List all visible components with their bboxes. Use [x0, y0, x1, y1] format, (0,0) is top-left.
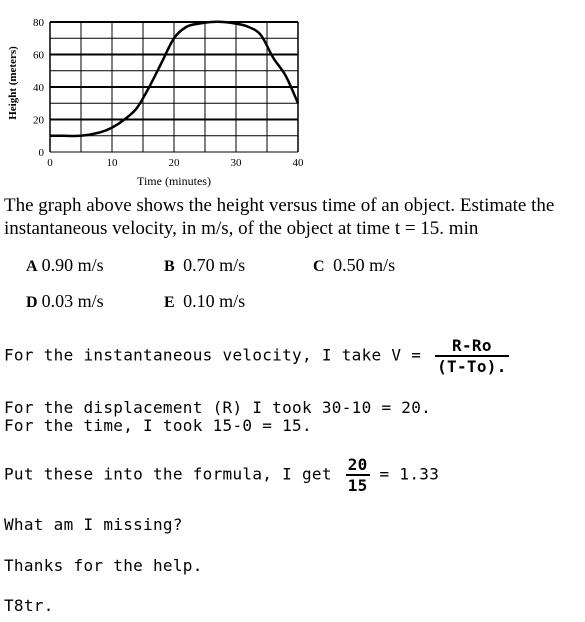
question-text: The graph above shows the height versus time of an object. Estimate the instantaneous velocity, in m/s, of the object at time t = 15. min — [4, 195, 555, 239]
choice-value: 0.03 m/s — [41, 291, 104, 311]
result-denominator: 15 — [347, 476, 368, 495]
choice-a[interactable] — [26, 255, 104, 276]
x-tick-label: 10 — [106, 157, 118, 169]
post-line-question: What am I missing? — [4, 515, 183, 534]
post-signature: T8tr. — [4, 596, 54, 615]
choice-d[interactable] — [26, 291, 104, 312]
formula-intro: For the instantaneous velocity, I take V = — [4, 345, 422, 365]
choice-value: 0.50 m/s — [333, 255, 396, 275]
chart-grid — [50, 22, 298, 152]
post-line-result — [4, 455, 439, 495]
choice-letter: E — [164, 294, 175, 311]
result-intro: Put these into the formula, I get — [4, 464, 332, 484]
height-time-chart — [0, 0, 310, 190]
choice-e[interactable] — [164, 291, 245, 312]
post-line-time: For the time, I took 15-0 = 15. — [4, 416, 312, 435]
result-value: = 1.33 — [379, 464, 440, 484]
formula-numerator: R-Ro — [452, 336, 492, 355]
y-tick-label: 40 — [33, 82, 44, 94]
x-axis-label: Time (minutes) — [137, 174, 211, 188]
result-numerator: 20 — [347, 455, 368, 474]
y-tick-label: 80 — [33, 17, 44, 29]
choice-letter: D — [26, 294, 38, 311]
result-fraction — [346, 455, 370, 495]
x-tick-label: 0 — [47, 157, 53, 169]
choice-b[interactable] — [164, 255, 245, 276]
choice-letter: C — [313, 258, 325, 275]
post-line-formula — [4, 336, 509, 376]
y-axis-label: Height (meters) — [7, 46, 19, 120]
formula-denominator: (T-To). — [437, 357, 507, 376]
post-line-thanks: Thanks for the help. — [4, 556, 203, 575]
choice-value: 0.10 m/s — [183, 291, 246, 311]
choice-value: 0.90 m/s — [41, 255, 104, 275]
choice-c[interactable] — [313, 255, 395, 276]
x-tick-label: 30 — [230, 157, 242, 169]
y-tick-label: 60 — [33, 49, 44, 62]
post-line-displacement: For the displacement (R) I took 30-10 = 20. — [4, 398, 432, 417]
choice-letter: A — [26, 258, 38, 275]
choice-value: 0.70 m/s — [183, 255, 246, 275]
y-tick-label: 20 — [33, 114, 44, 127]
choice-letter: B — [164, 258, 175, 275]
x-tick-label: 20 — [168, 157, 180, 169]
y-tick-label: 0 — [38, 147, 44, 159]
formula-fraction — [435, 336, 509, 376]
x-tick-label: 40 — [292, 157, 304, 169]
